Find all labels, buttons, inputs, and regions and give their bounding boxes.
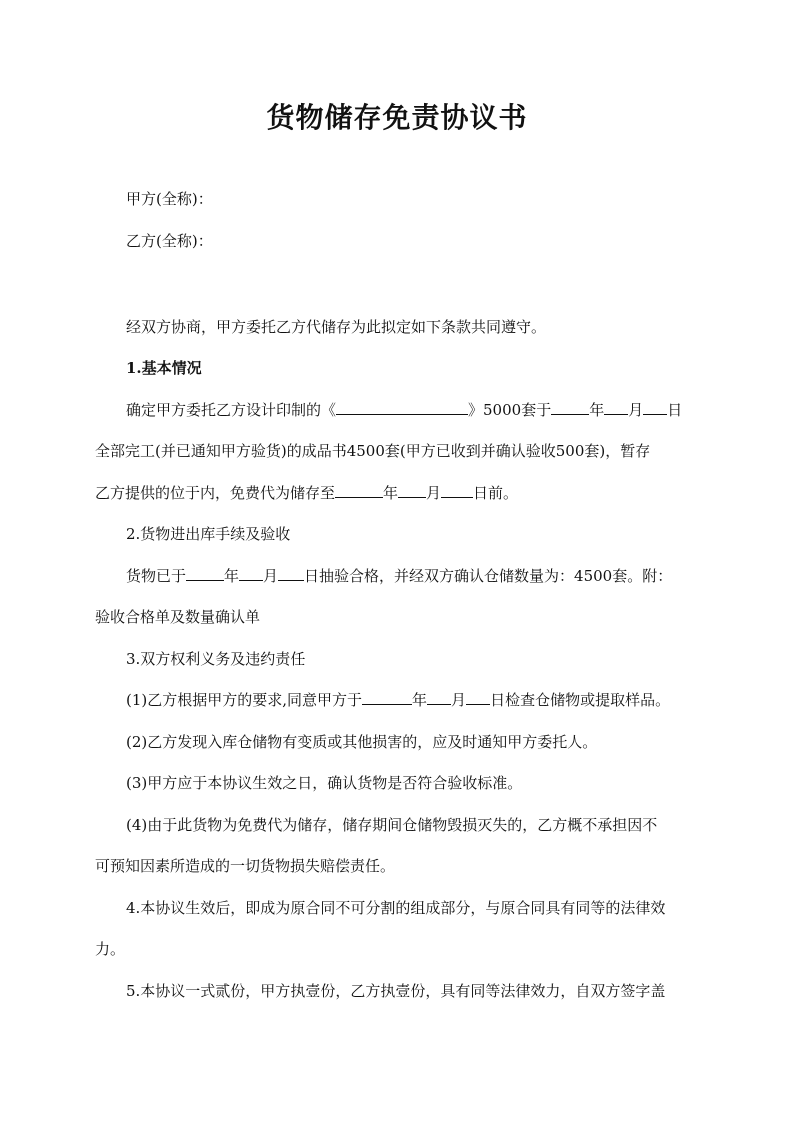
section-3-text: (1)乙方根据甲方的要求,同意甲方于: [126, 691, 363, 709]
section-3-item-2: (2)乙方发现入库仓储物有变质或其他损害的，应及时通知甲方委托人。: [126, 733, 598, 751]
section-3-item-1: [126, 689, 738, 711]
month-blank[interactable]: [239, 565, 263, 581]
year-label: 年: [224, 567, 240, 585]
month-label: 月: [628, 401, 644, 419]
section-1-line-3: [95, 482, 707, 504]
year-blank[interactable]: [186, 565, 224, 581]
month-label: 月: [451, 691, 467, 709]
year-blank[interactable]: [362, 689, 412, 705]
section-4-line-2: 力。: [95, 940, 126, 958]
day-blank[interactable]: [441, 482, 473, 498]
book-title-blank[interactable]: [336, 399, 468, 415]
year-blank[interactable]: [551, 399, 589, 415]
section-1-text: 日前。: [473, 484, 519, 502]
section-2-line-2: 验收合格单及数量确认单: [95, 608, 261, 626]
intro-paragraph: 经双方协商，甲方委托乙方代储存为此拟定如下条款共同遵守。: [126, 318, 547, 336]
party-a-label: 甲方(全称)：: [126, 190, 213, 208]
section-2-text: 日抽验合格，并经双方确认仓储数量为：4500套。附：: [304, 567, 673, 585]
section-2-heading: 2.货物进出库手续及验收: [126, 525, 291, 543]
month-blank[interactable]: [427, 689, 451, 705]
section-2-line-1: [126, 565, 738, 587]
month-label: 月: [263, 567, 279, 585]
month-label: 月: [426, 484, 442, 502]
year-blank[interactable]: [335, 482, 383, 498]
section-5-line-1: 5.本协议一式贰份，甲方执壹份，乙方执壹份，具有同等法律效力，自双方签字盖: [126, 982, 666, 1000]
party-b-label: 乙方(全称)：: [126, 232, 213, 250]
document-title: 货物储存免责协议书: [266, 101, 528, 134]
day-label: 日: [667, 401, 683, 419]
year-label: 年: [589, 401, 605, 419]
section-3-item-3: (3)甲方应于本协议生效之日，确认货物是否符合验收标准。: [126, 774, 523, 792]
section-1-line-1: [126, 399, 738, 421]
month-blank[interactable]: [398, 482, 426, 498]
section-3-heading: 3.双方权利义务及违约责任: [126, 650, 306, 668]
section-4-line-1: 4.本协议生效后，即成为原合同不可分割的组成部分，与原合同具有同等的法律效: [126, 899, 666, 917]
day-blank[interactable]: [278, 565, 304, 581]
month-blank[interactable]: [604, 399, 628, 415]
year-label: 年: [383, 484, 399, 502]
section-1-line-2: 全部完工(并已通知甲方验货)的成品书4500套(甲方已收到并确认验收500套)，暂存: [95, 442, 651, 460]
section-2-text: 货物已于: [126, 567, 187, 585]
section-3-item-4-line-1: (4)由于此货物为免费代为储存，储存期间仓储物毁损灭失的，乙方概不承担因不: [126, 816, 658, 834]
section-1-heading: 1.基本情况: [126, 359, 202, 377]
section-1-text: 乙方提供的位于内，免费代为储存至: [95, 484, 336, 502]
year-label: 年: [412, 691, 428, 709]
section-1-text: 》5000套于: [468, 401, 552, 419]
section-3-item-4-line-2: 可预知因素所造成的一切货物损失赔偿责任。: [95, 857, 396, 875]
day-blank[interactable]: [643, 399, 667, 415]
day-blank[interactable]: [466, 689, 490, 705]
section-1-text: 确定甲方委托乙方设计印制的《: [126, 401, 337, 419]
section-3-text: 日检查仓储物或提取样品。: [490, 691, 671, 709]
